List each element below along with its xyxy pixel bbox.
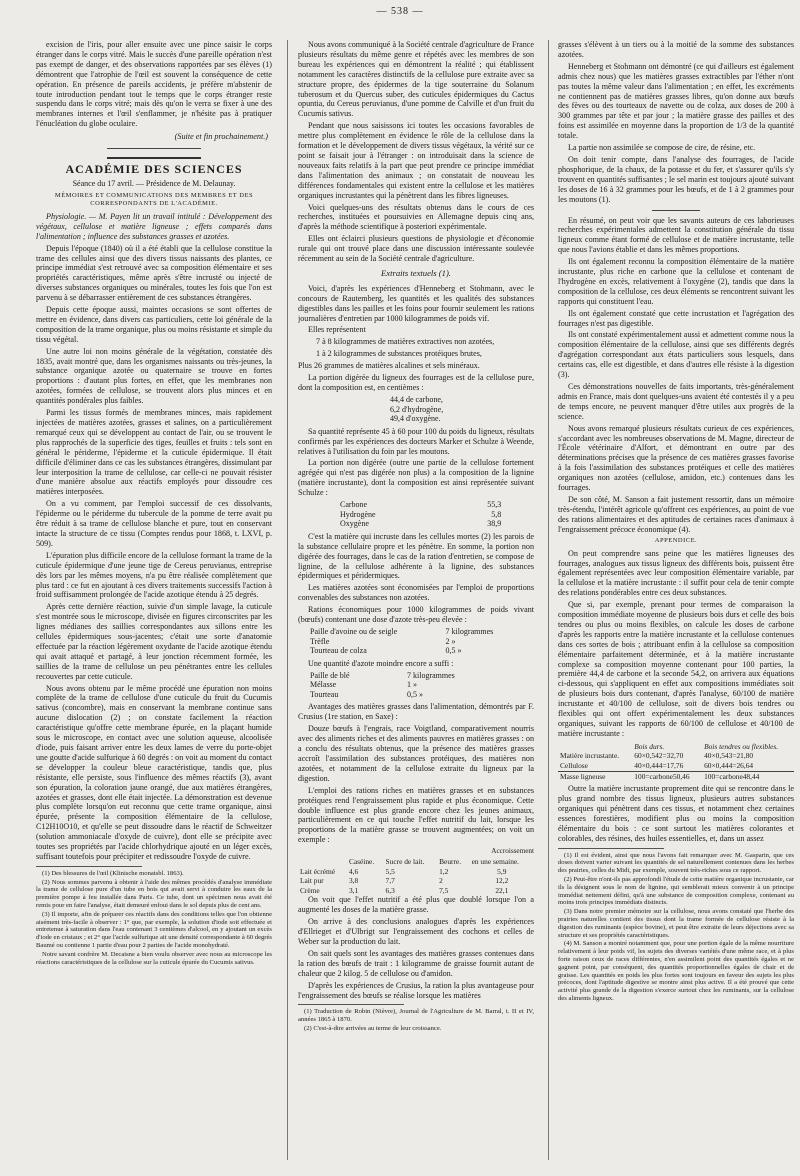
- column-divider: [287, 40, 288, 1160]
- table-row: [558, 751, 794, 761]
- paragraph: On sait quels sont les avantages des matières grasses contenues dans la ration des bœufs de trait : 1 kilogramme de graisse fournit autant de chaleur que 2 kilog. 5 de cellulose ou d'amidon.: [298, 948, 534, 978]
- table-row: [308, 637, 520, 647]
- table-cell: 44,4 de carbone,: [390, 394, 443, 404]
- paragraph: Douze bœufs à l'engrais, race Voigtland, comparativement nourris avec des aliments riches et des aliments pauvres en matières grasses : on a conclu des résultats obtenus, que la présence des matières grasses accroît l'assimilation des substances protéiques, des matières non azotées, et notamment de la cellulose extraite du ligneux par la digestion.: [298, 724, 534, 783]
- paragraph: On voit que l'effet nutritif a été plus que doublé lorsque l'on a augmenté les doses de la matière grasse.: [298, 895, 534, 915]
- table-cell: 5,5: [385, 866, 395, 876]
- paragraph: La portion digérée du ligneux des fourrages est de la cellulose pure, dont la composition est, en centièmes :: [298, 373, 534, 392]
- table-cell: Paille d'avoine ou de seigle: [310, 626, 398, 636]
- table-row: [338, 519, 503, 529]
- table-cell: 100=carbone48,44: [704, 771, 760, 781]
- table-header: Caséine.: [348, 857, 375, 867]
- page-number: — 538 —: [376, 6, 424, 17]
- table-cell: 60×0,444=26,64: [704, 761, 754, 770]
- paragraph: L'épuration plus difficile encore de la cellulose formant la trame de la cuticule épidermique d'une jeune tige de Cereus peruvianus, entreprise dès lors par les mêmes moyens, n'a pu être réalisée complètement que plus tard : ce fut en ajoutant à ces divers traitements successifs l'action à froid suffisamment prolongée de l'acide azotique étendu à 25 degrés.: [36, 550, 272, 600]
- table-header: en une semaine.: [471, 857, 520, 867]
- column-right: [558, 40, 794, 1168]
- table-row: [308, 671, 520, 681]
- paragraph: On peut comprendre sans peine que les matières ligneuses des fourrages, analogues aux tissus ligneux des différents bois, puissent être également représentées avec leur composition élémentaire variable, par la cellulose et la matière incrustante : il suffit pour cela de tenir compte des relations pondérables entre ces deux substances.: [558, 548, 794, 598]
- paragraph: Elles ont éclairci plusieurs questions de physiologie et d'économie rurale qui ont trouvé place dans une discussion intéressante soulevée récemment au sein de la Société centrale d'agriculture.: [298, 234, 534, 264]
- paragraph: Parmi les tissus formés de membranes minces, mais rapidement injectées de matières azotées, grasses et salines, on a particulièrement remarqué ceux qui se développent au contact de l'air, ou se trouvent le plus rapprochés de la superficie des tiges, feuilles et fruits : tels sont en général le périderme, l'épiderme et la cuticule épidermique. Il était difficile d'éliminer dans ce cas les substances étrangères, dissimulant par leur interposition la trame de cellulose, car celle-ci ne pouvait résister d'une manière absolue aux réactifs employés pour dissoudre ces matières interposées.: [36, 408, 272, 497]
- footnote: Notre savant confrère M. Decaisne a bien voulu observer avec nous au microscope les réactions caractéristiques de la cellulose sur la cuticule épurée du Cucumis sativus.: [36, 950, 272, 966]
- table-cell: 40×0,444=17,76: [634, 761, 684, 770]
- table-cell: 4,6: [348, 866, 359, 876]
- table-row: [298, 876, 534, 886]
- table-cell: 0,5 »: [445, 646, 462, 656]
- paragraph: L'emploi des rations riches en matières grasses et en substances protéiques rend l'engraissement plus rapide et plus économique. Cette double influence est plus grande encore chez les jeunes animaux, particulièrement en ce qui touche l'effet nutritif du lait, lorsque les proportions de la matière grasse se trouvent augmentées; on voit un exemple :: [298, 785, 534, 845]
- table-row: [308, 627, 520, 637]
- table-cell: Lait écrémé: [300, 866, 336, 876]
- paragraph: On arrive à des conclusions analogues d'après les expériences d'Ellrieget et d'Ulbrigt sur l'engraissement des cochons et celles de Weber sur la production du lait.: [298, 917, 534, 947]
- footnote: (2) C'est-à-dire arrivées au terme de leur croissance.: [304, 1025, 442, 1033]
- footnote: (1) Il est évident, ainsi que nous l'avons fait remarquer avec M. Gasparin, que ces doses doivent varier suivant les quantités de sel naturellement contenues dans les herbes des prairies, celles du Midi, par exemple, souvent très-riches sous ce rapport.: [558, 851, 794, 875]
- footnote: (2) Nous sommes parvenu à obtenir à l'aide des mêmes procédés d'analyse immédiate la trame de cellulose pure d'un tube en bois qui avait servi à conduire les eaux de la première pompe à feu installée dans Paris. Ce tube, dont un spécimen nous avait été remis pour en faire l'analyse, était demeuré enfoui dans le sol depuis plus de cent ans.: [36, 878, 272, 910]
- footnote: (3) Il importe, afin de préparer ces réactifs dans des conditions telles que l'on obtienne aisément très-facile à observer : 1° que, par exemple, la solution d'iode soit effectuée et entretenue à saturation dans l'eau contenant 3 centièmes d'alcool, en y ajoutant un excès d'iode en cristaux ; et 2° que l'acide sulfurique ait une densité correspondante à 60 degrés Baumé ou contienne 1 partie d'eau pour 2 parties de l'acide monohydraté.: [36, 910, 272, 950]
- footnote-rule: [558, 848, 664, 849]
- section-title: Extraits textuels (1).: [381, 267, 451, 278]
- paragraph: D'après les expériences de Crusius, la ration la plus avantageuse pour l'engraissement des bœufs se réalise lorsque les matières: [298, 980, 534, 1000]
- table-cell: 6,2 d'hydrogène,: [390, 404, 444, 414]
- paragraph: Outre la matière incrustante proprement dite qui se rencontre dans le plus grand nombre des tissus ligneux, plusieurs autres substances organiques qui pénètrent dans ces tissus, et notamment chez certaines essences forestières, modifient plus ou moins la composition élémentaire du bois : ce sont surtout les matières colorantes et colorables, des résines, des huiles essentielles, et, dans un assez: [558, 784, 794, 843]
- paragraph: Depuis cette époque aussi, maintes occasions se sont offertes de mettre en évidence, dans divers cas particuliers, cette loi générale de la composition de la trame organique, plus ou moins résistante et simple du tissu végétal.: [36, 305, 272, 344]
- paragraph: Voici, d'après les expériences d'Henneberg et Stohmann, avec le concours de Rautemberg, les quantités et les qualités des substances digestibles dans les pailles et les foins pour fournir seulement les rations journalières d'entretien par 1000 kilogrammes de poids vif.: [298, 283, 534, 323]
- paragraph: De son côté, M. Sanson a fait justement ressortir, dans un mémoire très-étendu, l'intérêt agricole qu'offrent ces expériences, au point de vue des rations alimentaires et des aptitudes de certaines races d'animaux à l'engraissement précoce économique (4).: [558, 494, 794, 534]
- table-cell: 100=carbone50,46: [634, 771, 690, 781]
- table-row: [338, 510, 503, 520]
- paragraph: On a vu comment, par l'emploi successif de ces dissolvants, l'épiderme ou le périderme du tubercule de la pomme de terre avait pu être réduit à sa trame de cellulose blanche et pure, tout en conservant intacte la structure de ce tissu (Comptes rendus pour 1868, t. LXVI, p. 509).: [36, 499, 272, 548]
- table-row: [298, 867, 534, 877]
- paragraph: Elles représentent: [308, 325, 366, 335]
- paragraph: grasses s'élèvent à un tiers ou à la moitié de la somme des substances azotées.: [558, 40, 794, 59]
- paragraph: Rations économiques pour 1000 kilogrammes de poids vivant (bœufs) contenant une dose d'azote très-peu élevée :: [298, 605, 534, 625]
- table-row: [388, 414, 445, 424]
- paragraph: Nous avons remarqué plusieurs résultats curieux de ces expériences, s'accordant avec les nombreuses observations de M. Magne, directeur de l'École vétérinaire d'Alfort, et démontrant en outre par des déterminations précises que la présence de ces matières grasses favorise à la fois l'assimilation des substances protéiques et celle des matières organiques non azotées (cellulose, amidon, etc.) contenues dans les fourrages.: [558, 423, 794, 493]
- continuation-note: (Suite et fin prochainement.): [174, 132, 268, 142]
- table-cell: 3,8: [348, 876, 359, 886]
- list-item: 7 à 8 kilogrammes de matières extractives non azotées,: [316, 337, 495, 347]
- list-item: 1 à 2 kilogrammes de substances protéiques brutes,: [316, 349, 482, 359]
- paragraph: Depuis l'époque (1840) où il a été établi que la cellulose constitue la trame des cellules ainsi que des divers tissus naissants des plantes, ce principe immédiat s'est retrouvé avec sa composition élémentaire et ses propriétés caractéristiques, même après s'être incrusté ou injecté de diverses substances organiques ou minérales, toutes les fois que l'on est parvenu à se débarrasser entièrement de ces substances étrangères.: [36, 243, 272, 303]
- table-cell: Masse ligneuse: [560, 771, 606, 781]
- table-cell: 22,1: [495, 885, 509, 895]
- paragraph: Sa quantité représente 45 à 60 pour 100 du poids du ligneux, résultats confirmés par les expériences des docteurs Marker et Schulze à Weende, relatives à l'utilisation du foin par les moutons.: [298, 426, 534, 456]
- footnote-rule: [298, 1004, 404, 1005]
- table-cell: 2: [439, 876, 443, 886]
- column-left: [36, 40, 272, 1168]
- footnote: (4) M. Sanson a montré notamment que, pour une portion égale de la même nourriture relativement à leur poids vif, les sujets des diverses variétés d'une même race, et à plus forte raison ceux de races différentes, n'en assimilent point des quantités égales et ne gagnent point, par conséquent, des quantités proportionnelles égales de chair et de graisse. Les quantités en poids les plus fortes sont toujours en faveur des sujets les plus précoces, dont l'aptitude digestive se montre ainsi plus active. Il a été prouvé que cette activité plus grande de la digestion s'exerce surtout chez les ruminants, sur la cellulose des aliments ligneux.: [558, 940, 794, 1002]
- table-cell: 55,3: [487, 500, 502, 510]
- footnote: (3) Dans notre premier mémoire sur la cellulose, nous avons constaté que l'herbe des prairies naturelles contient des tissus dont la trame formée de cellulose résiste à la digestion des ruminants (espèce bovine), et peut être extraite de leurs déjections avec sa structure et ses propriétés caractéristiques.: [558, 908, 794, 939]
- paragraph: Ils ont constaté expérimentalement aussi et admettent comme nous la composition élémentaire de la cellulose, ainsi que ses différents degrés d'agrégation correspondant aux états particuliers sous lesquels, dans certains cas, elle est digestible, et dans d'autres elle résiste à la digestion (3).: [558, 330, 794, 380]
- divider: [652, 210, 699, 211]
- table-cell: 49,4 d'oxygène.: [390, 414, 441, 424]
- footnote: (1) Traduction de Robin (Nièvre), Journal de l'Agriculture de M. Barral, t. II et IV, années 1865 à 1870.: [298, 1008, 534, 1024]
- paragraph: Les matières azotées sont économisées par l'emploi de proportions convenables des substances non azotées.: [298, 583, 534, 603]
- table-cell: 2 »: [445, 636, 456, 646]
- table-cell: Carbone: [340, 500, 368, 510]
- paragraph: Henneberg et Stohmann ont démontré (ce qui d'ailleurs est également admis chez nous) que les matières grasses extractibles par l'éther n'ont pas toutes la même valeur dans l'alimentation ; en effet, les excréments ne contiennent pas de matières grasses libres, qu'on donne aux bœufs des fèves ou des tourteaux de navette ou de colza, aux doses de 200 à 300 grammes par tête et par jour ; la matière grasse des pailles et des foins est assimilée en moyenne dans la proportion de 1/3 de la quantité totale.: [558, 61, 794, 141]
- table-note: Accroissement: [491, 847, 534, 856]
- table-cell: Tourteau de colza: [310, 646, 367, 656]
- table-cell: Matière incrustante.: [560, 751, 620, 761]
- table-header-row: [298, 857, 534, 867]
- paragraph: La partie non assimilée se compose de cire, de résine, etc.: [568, 143, 756, 153]
- ration-table: [308, 627, 520, 656]
- paragraph: Ils ont également reconnu la composition élémentaire de la matière incrustante, plus riche en carbone que la cellulose et contenant de l'hydrogène en excès, relativement à l'oxygène (2), tandis que dans la composition de la cellulose, ces deux éléments se rencontrent suivant les rapports qui constituent l'eau.: [558, 257, 794, 306]
- table-cell: 38,9: [487, 519, 502, 529]
- list-item: Plus 26 grammes de matières alcalines et sels minéraux.: [298, 361, 480, 371]
- table-cell: 5,9: [497, 866, 507, 876]
- table-header: Beurre.: [439, 857, 462, 867]
- table-header-row: [558, 742, 794, 752]
- paragraph: C'est la matière qui incruste dans les cellules mortes (2) les parois de la substance cellulaire propre et les pénètre. En somme, la portion non digérée des fourrages, dans le cas de la ration d'entretien, se compose de lignine, de la cellulose adhérente à la lignine, des substances épidermiques et péridermiques.: [298, 531, 534, 581]
- column-divider: [548, 40, 549, 1160]
- composition-table: [388, 395, 445, 424]
- table-cell: Paille de blé: [310, 670, 350, 680]
- footnote: (1) Des blessures de l'œil (Klinische monatsbl. 1863).: [42, 869, 184, 877]
- column-middle: [298, 40, 534, 1168]
- table-cell: 12,2: [495, 876, 509, 886]
- equation-table: [558, 742, 794, 781]
- table-header: Bois tendres ou flexibles.: [704, 741, 779, 751]
- paragraph: Voici quelques-uns des résultats obtenus dans le cours de ces recherches, instituées et poursuivies en Allemagne depuis cinq ans, d'après la méthode scientifique à posteriori expérimentale.: [298, 202, 534, 232]
- table-header: [558, 742, 632, 752]
- paragraph: En résumé, on peut voir que les savants auteurs de ces laborieuses recherches expérimentales admettent la constitution générale du tissu ligneux comme étant formé de cellulose et de matière incrustante, telle que nous l'avions établie et dans les mêmes proportions.: [558, 215, 794, 255]
- paragraph: Avantages des matières grasses dans l'alimentation, démontrés par F. Crusius (1re station, en Saxe) :: [298, 702, 534, 722]
- table-row: [388, 405, 445, 415]
- table-cell: 7,5: [439, 885, 449, 895]
- table-cell: Crème: [300, 885, 320, 895]
- table-cell: Tourteau: [310, 689, 339, 699]
- table-cell: 1,2: [439, 866, 449, 876]
- paragraph: On doit tenir compte, dans l'analyse des fourrages, de l'acide phosphorique, de la chaux, de la potasse et du fer, et s'assurer qu'ils s'y trouvent en quantités suffisantes ; le sel marin est toujours ajouté suivant les doses de 16 à 32 grammes pour les bœufs, et de 1 à 2 grammes pour les moutons (1).: [558, 154, 794, 204]
- paragraph: La portion non digérée (outre une partie de la cellulose fortement agrégée qui n'est pas digérée non plus) a la composition de la lignine (matière incrustante), dont la composition est ainsi représentée suivant Schulze :: [298, 458, 534, 498]
- lignin-table: [338, 500, 503, 529]
- paragraph: Pendant que nous saisissons ici toutes les occasions favorables de mettre plus complètement en évidence le rôle de la cellulose dans la formation et le développement de divers tissus végétaux, la vérité sur ce point se faisait jour à l'étranger : on introduisait dans la science de nouveaux faits relatifs à la part que peut prendre ce principe immédiat dans l'alimentation des animaux ; on constatait de nouveau les différences fondamentales qui existent entre la cellulose et les matières organiques incrustantes qui la pénètrent dans les fibres ligneuses.: [298, 121, 534, 200]
- table-row: [308, 690, 520, 700]
- table-row: [338, 500, 503, 510]
- table-row: [558, 761, 794, 771]
- milk-table: [298, 857, 534, 895]
- table-cell: 6,3: [385, 885, 395, 895]
- table-cell: Trèfle: [310, 636, 330, 646]
- divider: [107, 157, 201, 159]
- paragraph: Nous avons obtenu par le même procédé une épuration non moins complète de la trame de cellulose d'une cuticule du fruit du Cucumis sativus (concombre), mais en conservant la membrane continue sans aucune dislocation (2) ; on constate facilement la réaction caractéristique qu'offre cette membrane épurée, en la plaçant humide sous le microscope, en contact avec une solution aqueuse, alcoolisée d'iode, puis faisant arriver entre les deux lames de verre du porte-objet une goutte d'acide sulfurique à 60 degrés : on voit au moment du contact se développer la couleur bleue caractéristique, tandis que, plus résistante, elle persiste, sous l'influence des mêmes réactifs (3), avant son épuration, la coloration jaune orangé, due aux matières étrangères, azotées et grasses, dont elle était injectée. La démonstration est devenue plus complète lorsqu'on eut reconnu que cette trame organique, ainsi épurée, présente la composition élémentaire de la cellulose, C12H10O10, et qu'elle se peut dissoudre dans le réactif de Schweitzer (solution ammoniacale d'oxyde de cuivre), dont elle se précipite avec toutes ses propriétés par l'acide chlorhydrique ajouté en un léger excès, suffisant toutefois pour précipiter et redissoudre l'oxyde de cuivre.: [36, 683, 272, 861]
- table-cell: 40×0,543=21,80: [704, 751, 754, 761]
- table-row: [308, 680, 520, 690]
- subsection-heading: MÉMOIRES ET COMMUNICATIONS DES MEMBRES ET DES CORRESPONDANTS DE L'ACADÉMIE.: [54, 191, 254, 207]
- table-row: [308, 646, 520, 656]
- paragraph: Que si, par exemple, prenant pour termes de comparaison la composition immédiate moyenne de plusieurs bois durs et celle des bois tendres ou plus ou moins flexibles, on calcule les doses de carbone d'après les rapports entre la matière incrustante et la cellulose contenues dans ces sortes de bois ; attribuant enfin à la cellulose sa composition élémentaire parfaitement déterminée, et à la matière incrustante complexe sa composition moyenne contenant pour 100 parties, la première 44,4 de carbone et la seconde 54,2, on arrivera aux équations ci-dessous, qui s'appliquent en effet aux compositions immédiates soit de plusieurs bois durs contenant, d'après l'analyse, 60/100 de matière incrustante et 40/100 de cellulose, soit de divers bois tendres ou flexibles qui ont offert expérimentalement les deux substances organiques, suivant les rapports de 60/100 de cellulose et 40/100 de matière incrustante :: [558, 600, 794, 738]
- table-cell: 7,7: [385, 876, 395, 886]
- section-heading: APPENDICE.: [654, 536, 698, 544]
- table-cell: Lait pur: [300, 876, 324, 886]
- ration-table: [308, 671, 520, 700]
- paragraph: Une autre loi non moins générale de la végétation, constatée dès 1835, avait montré que, dans les organismes naissants ou très-jeunes, la substance organique azotée ou quaternaire se trouve en fortes proportions : d'autant plus fortes, en effet, que les membranes non azotées, formées de cellulose, se trouvent alors plus minces et en quantités pondérales plus faibles.: [36, 346, 272, 406]
- table-cell: 0,5 »: [407, 689, 424, 699]
- section-heading: ACADÉMIE DES SCIENCES: [65, 162, 243, 177]
- table-header: Sucre de lait.: [385, 857, 425, 867]
- paragraph: Ils ont également constaté que cette incrustation et l'agrégation des fourrages n'est pas digestible.: [558, 308, 794, 328]
- table-cell: Oxygène: [340, 519, 369, 529]
- table-cell: 3,1: [348, 885, 359, 895]
- footnote: (2) Peut-être n'ont-ils pas approfondi l'étude de cette matière organique incrustante, car ils la désignent sous le nom de lignine, qui semblerait mieux convenir à un principe immédiat nettement défini, qu'à une substance de composition complexe, contenant au moins trois principes immédiats distincts.: [558, 876, 794, 907]
- table-cell: Cellulose: [560, 761, 588, 770]
- session-line: Séance du 17 avril. — Présidence de M. Delaunay.: [72, 178, 236, 188]
- table-row: [298, 886, 534, 896]
- table-row: [388, 395, 445, 405]
- paragraph: Physiologie. — M. Payen lit un travail intitulé : Développement des végétaux, cellulose et matière ligneuse ; effets comparés dans l'alimentation ; influence des substances grasses et azotées.: [36, 211, 272, 241]
- table-cell: 5,8: [491, 509, 502, 519]
- table-total-row: [558, 771, 794, 781]
- table-cell: Mélasse: [310, 680, 337, 690]
- paragraph: Ces démonstrations nouvelles de faits importants, très-généralement admis en France, mais dont quelques-uns avaient été contestés il y a peu de temps encore, ne peuvent manquer d'être utiles aux progrès de la science.: [558, 382, 794, 421]
- table-header: [298, 857, 347, 867]
- table-cell: 60×0,542=32,70: [634, 751, 684, 761]
- paragraph: Après cette dernière réaction, suivie d'un simple lavage, la cuticule s'est montrée sous le microscope, divisée en figures circonscrites par les lignes médianes des saillies correspondantes aux sillons entre les cellules épidermiques sous-jacentes; c'était une sorte d'anatomie effectuée par la réaction légèrement oxydante de l'acide azotique étendu qui avait attaqué et partagé, à leur jonction récemment formée, les saillies de la trame de cellulose un peu pénétrantes entre les cellules recouvertes par cette cuticule.: [36, 602, 272, 681]
- paragraph: excision de l'iris, pour aller ensuite avec une pince saisir le corps étranger dans le corps vitré. Mais le succès d'une pareille opération n'est pas exempt de danger, et des observations rapportées par ses élèves (1) démontrent que l'atrophie de l'œil est souvent la conséquence de cette opération. En présence de pareils accidents, je préfère m'abstenir de toute introduction pendant tout le temps que le corps étranger reste suspendu dans le corps vitré; mais dès qu'on le verra se fixer à une des membranes internes et l'œil s'enflammer, je n'hésite pas à pratiquer l'énucléation du globe oculaire.: [36, 40, 272, 129]
- paragraph: Nous avons communiqué à la Société centrale d'agriculture de France plusieurs résultats du même genre et répétés avec les membres de son bureau les expériences qui en démontrent la réalité ; qui établissent notamment les caractères distinctifs de la cellulose pure extraite avec sa structure propre, des épidermes de la tige souterraine du Solanum tuberosum et du Quercus suber, des cuticules épidermiques du Cactus opuntia, du Cereus peruvianus, d'une pomme de Calville et d'un fruit du Cucumis sativus.: [298, 40, 534, 119]
- table-cell: 7 kilogrammes: [445, 626, 494, 636]
- footnote-rule: [36, 866, 142, 867]
- divider: [107, 148, 201, 149]
- table-cell: 1 »: [407, 680, 418, 690]
- paragraph: Une quantité d'azote moindre encore a suffi :: [308, 658, 454, 668]
- table-header: Bois durs.: [634, 741, 665, 751]
- table-cell: Hydrogène: [340, 509, 376, 519]
- table-cell: 7 kilogrammes: [407, 670, 455, 680]
